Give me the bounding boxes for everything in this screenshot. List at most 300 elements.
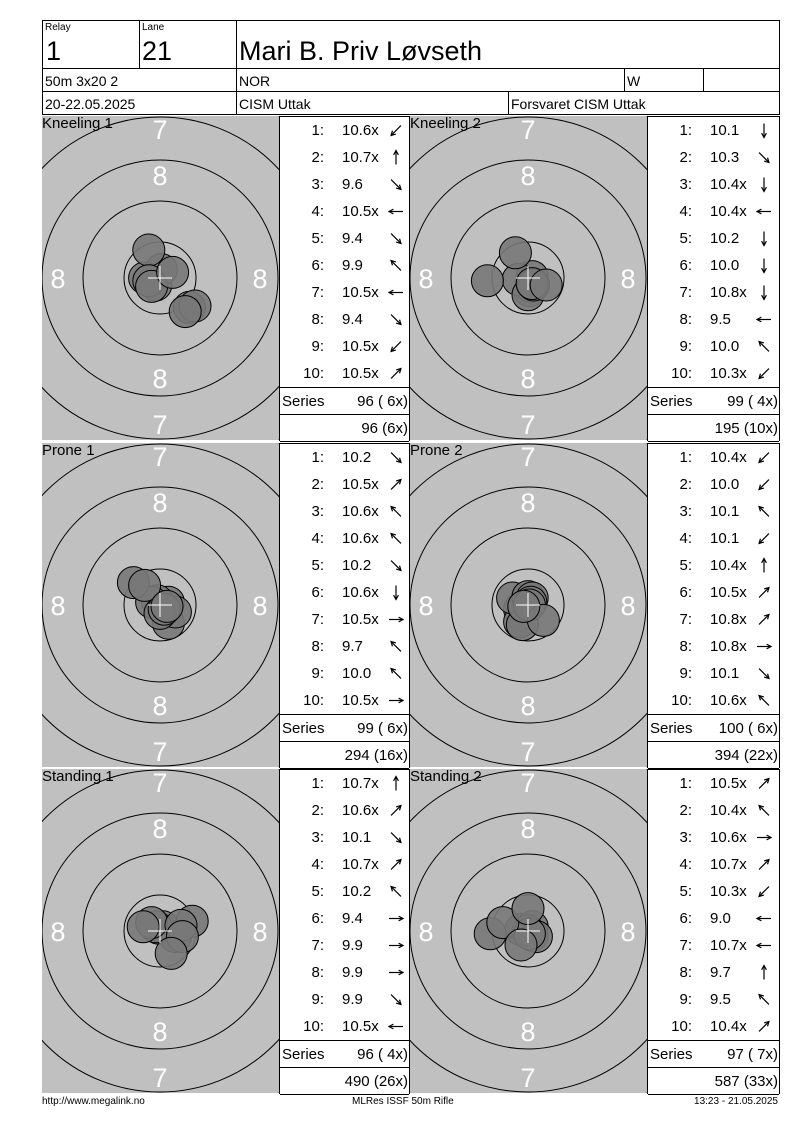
shot-row	[648, 225, 778, 252]
shot-row	[280, 959, 410, 986]
ring-number: 8	[152, 691, 168, 721]
shot-direction-arrow-icon	[386, 203, 406, 220]
shot-row	[280, 552, 410, 579]
shot-value: 9.9	[342, 257, 363, 274]
shot-number: 5:	[311, 883, 324, 900]
shot-number: 4:	[311, 203, 324, 220]
series-total-row	[280, 714, 409, 741]
score-table	[279, 769, 410, 1094]
cumulative-total: 96 (6x)	[361, 420, 408, 437]
shot-value: 10.0	[710, 338, 740, 355]
shot-value: 9.9	[342, 991, 363, 1008]
shot-value: 9.7	[342, 638, 363, 655]
ring-number: 7	[520, 410, 536, 440]
series-total-row	[648, 1040, 779, 1067]
shot-direction-arrow-icon	[754, 638, 774, 655]
shot-row	[648, 171, 778, 198]
shot-number: 3:	[311, 503, 324, 520]
shot-direction-arrow-icon	[754, 503, 774, 520]
shot-direction-arrow-icon	[386, 665, 406, 682]
shot-number: 2:	[679, 476, 692, 493]
shot-number: 4:	[311, 530, 324, 547]
shot-direction-arrow-icon	[386, 856, 406, 873]
shot-direction-arrow-icon	[386, 611, 406, 628]
shot-number: 8:	[679, 638, 692, 655]
shot-number: 6:	[311, 584, 324, 601]
cumulative-total: 195 (10x)	[714, 420, 778, 437]
series-label: Series	[650, 720, 693, 737]
ring-number: 7	[520, 116, 536, 145]
shot-number: 3:	[679, 829, 692, 846]
shot-direction-arrow-icon	[754, 665, 774, 682]
shot-hole	[151, 590, 183, 622]
ring-number: 8	[252, 264, 268, 294]
shot-number: 5:	[311, 230, 324, 247]
shot-direction-arrow-icon	[754, 203, 774, 220]
header-club-cell	[508, 91, 780, 115]
shot-direction-arrow-icon	[386, 122, 406, 139]
shot-direction-arrow-icon	[386, 311, 406, 328]
shot-row	[648, 770, 778, 797]
shot-number: 8:	[311, 964, 324, 981]
target-face	[42, 116, 280, 440]
shot-number: 1:	[679, 449, 692, 466]
ring-number: 8	[520, 488, 536, 518]
shot-value: 10.5x	[342, 365, 379, 382]
target-face	[42, 769, 280, 1093]
shot-value: 10.5x	[710, 775, 747, 792]
relay-number: 1	[46, 36, 62, 66]
ring-number: 8	[418, 917, 434, 947]
shot-direction-arrow-icon	[754, 476, 774, 493]
shot-value: 10.7x	[710, 856, 747, 873]
shot-hole	[530, 269, 562, 301]
cumulative-total: 294 (16x)	[344, 747, 408, 764]
series-title: Kneeling 1	[42, 116, 113, 132]
shot-direction-arrow-icon	[386, 775, 406, 792]
shot-number: 6:	[679, 257, 692, 274]
shot-number: 10:	[303, 1018, 324, 1035]
shot-direction-arrow-icon	[386, 1018, 406, 1035]
score-table	[647, 443, 780, 768]
lane-label: Lane	[142, 22, 165, 33]
shot-value: 10.7x	[342, 775, 379, 792]
series-total-row	[280, 387, 409, 414]
ring-number: 7	[152, 737, 168, 767]
shot-number: 10:	[671, 692, 692, 709]
shot-value: 10.5x	[342, 476, 379, 493]
shot-direction-arrow-icon	[754, 1018, 774, 1035]
series-total: 96 ( 6x)	[357, 393, 408, 410]
shot-direction-arrow-icon	[386, 476, 406, 493]
shot-value: 10.5x	[342, 1018, 379, 1035]
shot-row	[280, 905, 410, 932]
ring-number: 8	[520, 364, 536, 394]
cumulative-total: 490 (26x)	[344, 1073, 408, 1090]
shot-value: 9.9	[342, 937, 363, 954]
shot-hole	[127, 911, 159, 943]
ring-number: 8	[620, 917, 636, 947]
shot-value: 10.1	[710, 503, 740, 520]
ring-number: 8	[152, 1017, 168, 1047]
shot-number: 4:	[679, 856, 692, 873]
series-title: Standing 1	[42, 769, 114, 785]
shot-row	[648, 279, 778, 306]
shot-row	[648, 1013, 778, 1040]
shot-row	[648, 579, 778, 606]
target-panel	[42, 769, 280, 1093]
shot-value: 10.5x	[710, 584, 747, 601]
cumulative-total-row	[648, 741, 779, 769]
header-event-cell	[42, 68, 237, 92]
ring-number: 8	[152, 814, 168, 844]
target-face	[410, 116, 648, 440]
shot-number: 6:	[311, 257, 324, 274]
shot-number: 3:	[311, 829, 324, 846]
shot-row	[648, 660, 778, 687]
shot-row	[280, 444, 410, 471]
score-table	[279, 443, 410, 768]
header-relay-cell	[42, 20, 140, 69]
shot-number: 5:	[679, 557, 692, 574]
shot-value: 10.0	[342, 665, 372, 682]
shot-number: 9:	[311, 991, 324, 1008]
shot-value: 10.2	[342, 883, 372, 900]
shot-row	[648, 444, 778, 471]
ring-number: 7	[152, 769, 168, 798]
shot-direction-arrow-icon	[386, 883, 406, 900]
shot-direction-arrow-icon	[386, 503, 406, 520]
ring-number: 8	[418, 264, 434, 294]
shot-value: 10.6x	[342, 122, 379, 139]
cumulative-total: 394 (22x)	[714, 747, 778, 764]
cumulative-total-row	[648, 1067, 779, 1095]
shot-number: 10:	[303, 692, 324, 709]
shot-number: 5:	[311, 557, 324, 574]
shot-row	[648, 198, 778, 225]
shot-number: 8:	[311, 638, 324, 655]
footer-software: MLRes ISSF 50m Rifle	[352, 1096, 454, 1107]
cumulative-total: 587 (33x)	[714, 1073, 778, 1090]
shot-hole	[505, 929, 537, 961]
shot-value: 10.6x	[710, 829, 747, 846]
shot-number: 1:	[679, 122, 692, 139]
score-table	[279, 116, 410, 441]
header-nation-cell	[236, 68, 625, 92]
shot-row	[280, 171, 410, 198]
target-panel	[42, 443, 280, 767]
shot-row	[280, 932, 410, 959]
shot-value: 10.8x	[710, 638, 747, 655]
event-name: 50m 3x20 2	[45, 73, 119, 89]
shot-value: 10.4x	[710, 1018, 747, 1035]
shot-row	[280, 144, 410, 171]
series-label: Series	[650, 1046, 693, 1063]
shot-direction-arrow-icon	[754, 257, 774, 274]
shot-number: 5:	[679, 230, 692, 247]
footer-url[interactable]: http://www.megalink.no	[42, 1096, 145, 1107]
ring-number: 8	[50, 591, 66, 621]
shot-value: 10.1	[710, 122, 740, 139]
shot-number: 4:	[679, 530, 692, 547]
shot-direction-arrow-icon	[386, 338, 406, 355]
series-label: Series	[282, 1046, 325, 1063]
shot-row	[280, 198, 410, 225]
shot-value: 10.1	[710, 530, 740, 547]
shot-number: 7:	[679, 937, 692, 954]
ring-number: 7	[152, 410, 168, 440]
ring-number: 7	[152, 1063, 168, 1093]
shot-row	[280, 333, 410, 360]
relay-label: Relay	[45, 22, 71, 33]
shot-value: 10.2	[342, 557, 372, 574]
target-panel	[410, 769, 648, 1093]
series-title: Standing 2	[410, 769, 482, 785]
shot-direction-arrow-icon	[386, 176, 406, 193]
shot-row	[648, 117, 778, 144]
shot-number: 9:	[679, 338, 692, 355]
shot-value: 10.0	[710, 257, 740, 274]
shot-value: 10.7x	[710, 937, 747, 954]
ring-number: 8	[520, 1017, 536, 1047]
series-total-row	[648, 714, 779, 741]
shot-row	[280, 660, 410, 687]
header-dates-cell	[42, 91, 237, 115]
shot-value: 9.5	[710, 311, 731, 328]
series-total: 96 ( 4x)	[357, 1046, 408, 1063]
shot-value: 10.2	[342, 449, 372, 466]
shot-value: 10.2	[710, 230, 740, 247]
target-panel	[410, 443, 648, 767]
shot-number: 9:	[311, 665, 324, 682]
ring-number: 8	[152, 161, 168, 191]
series-total: 97 ( 7x)	[727, 1046, 778, 1063]
ring-number: 8	[152, 488, 168, 518]
ring-number: 8	[520, 814, 536, 844]
ring-number: 8	[520, 161, 536, 191]
shot-number: 7:	[679, 611, 692, 628]
shot-hole	[157, 256, 189, 288]
shot-direction-arrow-icon	[754, 149, 774, 166]
shot-number: 9:	[311, 338, 324, 355]
shot-number: 1:	[311, 122, 324, 139]
shot-row	[648, 633, 778, 660]
shot-row	[648, 606, 778, 633]
shot-direction-arrow-icon	[754, 230, 774, 247]
shot-number: 10:	[671, 1018, 692, 1035]
target-face	[410, 443, 648, 767]
series-total: 99 ( 6x)	[357, 720, 408, 737]
shot-direction-arrow-icon	[386, 149, 406, 166]
shot-direction-arrow-icon	[386, 638, 406, 655]
shot-value: 10.3x	[710, 883, 747, 900]
shot-value: 9.5	[710, 991, 731, 1008]
shot-row	[648, 878, 778, 905]
shot-direction-arrow-icon	[754, 910, 774, 927]
shot-value: 10.5x	[342, 338, 379, 355]
shot-direction-arrow-icon	[754, 122, 774, 139]
shot-direction-arrow-icon	[386, 991, 406, 1008]
shot-direction-arrow-icon	[386, 230, 406, 247]
target-face	[42, 443, 280, 767]
shot-number: 3:	[311, 176, 324, 193]
score-table	[647, 116, 780, 441]
ring-number: 7	[520, 1063, 536, 1093]
footer-timestamp: 13:23 - 21.05.2025	[694, 1096, 778, 1107]
shot-row	[280, 770, 410, 797]
target-face	[410, 769, 648, 1093]
shot-value: 9.6	[342, 176, 363, 193]
shot-number: 4:	[311, 856, 324, 873]
header-lane-cell	[139, 20, 237, 69]
shot-row	[280, 824, 410, 851]
lane-number: 21	[142, 36, 173, 66]
gender: W	[627, 73, 641, 89]
shot-direction-arrow-icon	[386, 802, 406, 819]
ring-number: 8	[50, 917, 66, 947]
shot-value: 10.5x	[342, 284, 379, 301]
shot-number: 7:	[679, 284, 692, 301]
cumulative-total-row	[280, 1067, 409, 1095]
shot-value: 10.4x	[710, 176, 747, 193]
shot-row	[648, 932, 778, 959]
shot-value: 10.1	[710, 665, 740, 682]
shot-row	[280, 306, 410, 333]
shot-row	[648, 959, 778, 986]
shot-value: 10.6x	[342, 503, 379, 520]
shot-row	[280, 471, 410, 498]
shot-row	[280, 525, 410, 552]
ring-number: 7	[520, 769, 536, 798]
ring-number: 8	[418, 591, 434, 621]
shot-value: 10.5x	[342, 692, 379, 709]
shot-value: 9.7	[710, 964, 731, 981]
shot-row	[280, 579, 410, 606]
shot-row	[648, 851, 778, 878]
series-title: Prone 1	[42, 443, 95, 459]
shot-value: 10.4x	[710, 449, 747, 466]
shot-row	[280, 633, 410, 660]
shot-direction-arrow-icon	[754, 530, 774, 547]
score-table	[647, 769, 780, 1094]
shot-value: 10.6x	[710, 692, 747, 709]
target-panel	[42, 116, 280, 440]
shot-value: 10.4x	[710, 557, 747, 574]
series-total-row	[280, 1040, 409, 1067]
ring-number: 8	[252, 591, 268, 621]
shot-number: 8:	[311, 311, 324, 328]
shot-value: 10.0	[710, 476, 740, 493]
shot-direction-arrow-icon	[386, 964, 406, 981]
shot-number: 9:	[679, 991, 692, 1008]
shot-value: 9.4	[342, 230, 363, 247]
shot-value: 10.3x	[710, 365, 747, 382]
shot-row	[648, 552, 778, 579]
shot-row	[280, 878, 410, 905]
ring-number: 7	[520, 443, 536, 472]
shot-number: 5:	[679, 883, 692, 900]
shot-direction-arrow-icon	[754, 338, 774, 355]
shot-direction-arrow-icon	[386, 557, 406, 574]
shot-row	[648, 144, 778, 171]
shot-value: 9.0	[710, 910, 731, 927]
shot-value: 10.5x	[342, 611, 379, 628]
shot-value: 10.7x	[342, 149, 379, 166]
ring-number: 8	[620, 264, 636, 294]
shot-value: 10.8x	[710, 611, 747, 628]
ring-number: 8	[50, 264, 66, 294]
shot-value: 10.3	[710, 149, 740, 166]
shot-direction-arrow-icon	[754, 964, 774, 981]
shot-value: 10.7x	[342, 856, 379, 873]
shot-direction-arrow-icon	[386, 257, 406, 274]
shot-row	[648, 687, 778, 714]
shot-direction-arrow-icon	[754, 284, 774, 301]
competition-name: CISM Uttak	[239, 96, 311, 112]
shot-number: 9:	[679, 665, 692, 682]
shot-direction-arrow-icon	[754, 611, 774, 628]
shot-direction-arrow-icon	[386, 449, 406, 466]
header-empty-cell	[703, 68, 780, 92]
series-title: Kneeling 2	[410, 116, 481, 132]
series-label: Series	[282, 720, 325, 737]
nation: NOR	[239, 73, 271, 89]
shot-direction-arrow-icon	[754, 775, 774, 792]
shot-direction-arrow-icon	[754, 311, 774, 328]
shot-row	[648, 306, 778, 333]
shot-row	[648, 498, 778, 525]
shot-value: 10.4x	[710, 802, 747, 819]
shot-direction-arrow-icon	[386, 365, 406, 382]
shot-number: 7:	[311, 937, 324, 954]
shot-number: 8:	[679, 964, 692, 981]
shot-hole	[471, 265, 503, 297]
shot-row	[280, 851, 410, 878]
cumulative-total-row	[280, 741, 409, 769]
target-panel	[410, 116, 648, 440]
shot-direction-arrow-icon	[754, 883, 774, 900]
shot-direction-arrow-icon	[386, 530, 406, 547]
competition-dates: 20-22.05.2025	[45, 96, 136, 112]
shot-direction-arrow-icon	[386, 910, 406, 927]
shot-hole	[499, 237, 531, 269]
shot-value: 10.5x	[342, 203, 379, 220]
series-total: 99 ( 4x)	[727, 393, 778, 410]
shot-number: 1:	[679, 775, 692, 792]
shot-direction-arrow-icon	[754, 991, 774, 1008]
shot-direction-arrow-icon	[754, 937, 774, 954]
shot-direction-arrow-icon	[386, 284, 406, 301]
shot-hole	[508, 590, 540, 622]
shot-number: 2:	[679, 802, 692, 819]
shot-direction-arrow-icon	[754, 856, 774, 873]
shot-row	[648, 797, 778, 824]
shot-direction-arrow-icon	[386, 937, 406, 954]
shot-value: 10.6x	[342, 802, 379, 819]
shot-direction-arrow-icon	[386, 692, 406, 709]
shot-row	[280, 225, 410, 252]
shot-value: 10.6x	[342, 584, 379, 601]
cumulative-total-row	[280, 414, 409, 442]
ring-number: 8	[152, 364, 168, 394]
shot-direction-arrow-icon	[754, 584, 774, 601]
shot-value: 9.4	[342, 311, 363, 328]
shot-value: 9.9	[342, 964, 363, 981]
shot-row	[648, 905, 778, 932]
shot-value: 10.8x	[710, 284, 747, 301]
shot-row	[648, 252, 778, 279]
shot-hole	[133, 234, 165, 266]
